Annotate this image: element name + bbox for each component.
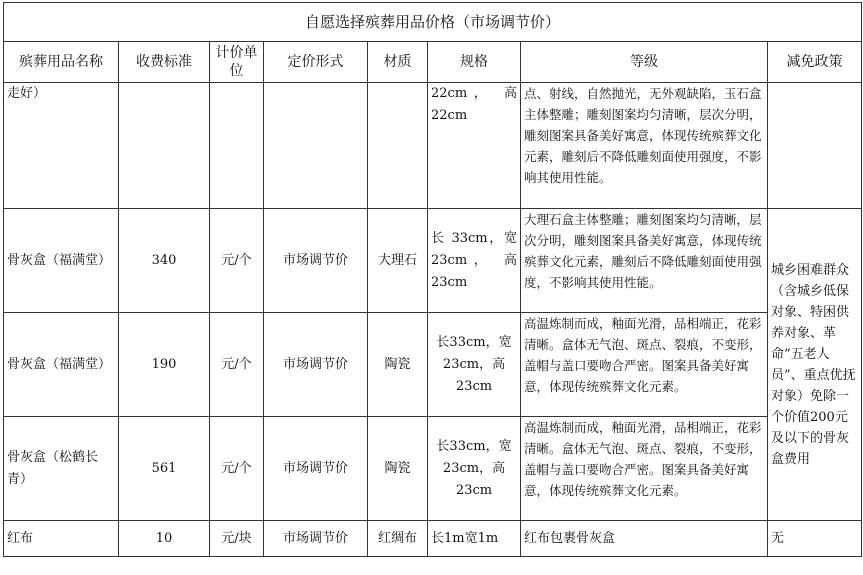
header-row [4, 42, 862, 83]
cell-grade: 红布包裹骨灰盒 [521, 521, 768, 557]
cell-unit: 元/个 [210, 417, 264, 521]
cell-grade: 高温炼制而成，釉面光滑，品相端正，花彩清晰。盒体无气泡、斑点、裂痕，不变形，盖帽与盖口要吻合严密。图案具备美好寓意，体现传统殡葬文化元素。 [521, 313, 768, 417]
cell-unit [210, 83, 264, 209]
cell-pricing: 市场调节价 [264, 209, 368, 313]
cell-grade: 高温炼制而成，釉面光滑，品相端正，花彩清晰。盒体无气泡、斑点、裂痕，不变形，盖帽与盖口要吻合严密。图案具备美好寓意，体现传统殡葬文化元素。 [521, 417, 768, 521]
cell-name: 骨灰盒（福满堂） [4, 313, 119, 417]
cell-unit: 元/个 [210, 209, 264, 313]
cell-name: 骨灰盒（福满堂） [4, 209, 119, 313]
header-policy: 减免政策 [768, 42, 862, 83]
header-grade: 等级 [521, 42, 768, 83]
cell-spec: 22cm， 高22cm [428, 83, 521, 209]
cell-price: 561 [119, 417, 210, 521]
cell-unit: 元/个 [210, 313, 264, 417]
header-price: 收费标准 [119, 42, 210, 83]
cell-policy: 城乡困难群众（含城乡低保对象、特困供养对象、革命“五老人员”、重点优抚对象）免除一个价值200元及以下的骨灰盒费用 [768, 209, 862, 521]
header-material: 材质 [368, 42, 428, 83]
cell-name: 骨灰盒（松鹤长青） [4, 417, 119, 521]
cell-name: 红布 [4, 521, 119, 557]
cell-grade: 点、射线，自然抛光，无外观缺陷，玉石盒主体整雕；雕刻图案均匀清晰，层次分明，雕刻图案具备美好寓意，体现传统殡葬文化元素，雕刻后不降低雕刻面使用强度，不影响其使用性能。 [521, 83, 768, 209]
table-row [4, 521, 862, 557]
cell-unit: 元/块 [210, 521, 264, 557]
table-row [4, 209, 862, 313]
cell-pricing [264, 83, 368, 209]
cell-spec: 长33cm，宽23cm，高23cm [428, 417, 521, 521]
table-row [4, 83, 862, 209]
cell-grade: 大理石盒主体整雕；雕刻图案均匀清晰，层次分明，雕刻图案具备美好寓意，体现传统殡葬文化元素，雕刻后不降低雕刻面使用强度，不影响其使用性能。 [521, 209, 768, 313]
cell-material: 陶瓷 [368, 313, 428, 417]
cell-pricing: 市场调节价 [264, 521, 368, 557]
cell-name: 走好） [4, 83, 119, 209]
header-spec: 规格 [428, 42, 521, 83]
cell-policy: 无 [768, 521, 862, 557]
table-row [4, 417, 862, 521]
cell-pricing: 市场调节价 [264, 417, 368, 521]
header-pricing: 定价形式 [264, 42, 368, 83]
table-row [4, 313, 862, 417]
cell-pricing: 市场调节价 [264, 313, 368, 417]
cell-material: 陶瓷 [368, 417, 428, 521]
cell-price: 340 [119, 209, 210, 313]
cell-price: 10 [119, 521, 210, 557]
cell-material: 大理石 [368, 209, 428, 313]
cell-material [368, 83, 428, 209]
cell-price [119, 83, 210, 209]
header-name: 殡葬用品名称 [4, 42, 119, 83]
table-title: 自愿选择殡葬用品价格（市场调节价） [4, 3, 862, 42]
price-table [3, 2, 862, 557]
header-unit: 计价单位 [210, 42, 264, 83]
cell-spec: 长1m宽1m [428, 521, 521, 557]
cell-policy [768, 83, 862, 209]
cell-spec: 长 33cm，宽23cm， 高23cm [428, 209, 521, 313]
cell-price: 190 [119, 313, 210, 417]
cell-material: 红绸布 [368, 521, 428, 557]
cell-spec: 长33cm，宽23cm，高23cm [428, 313, 521, 417]
